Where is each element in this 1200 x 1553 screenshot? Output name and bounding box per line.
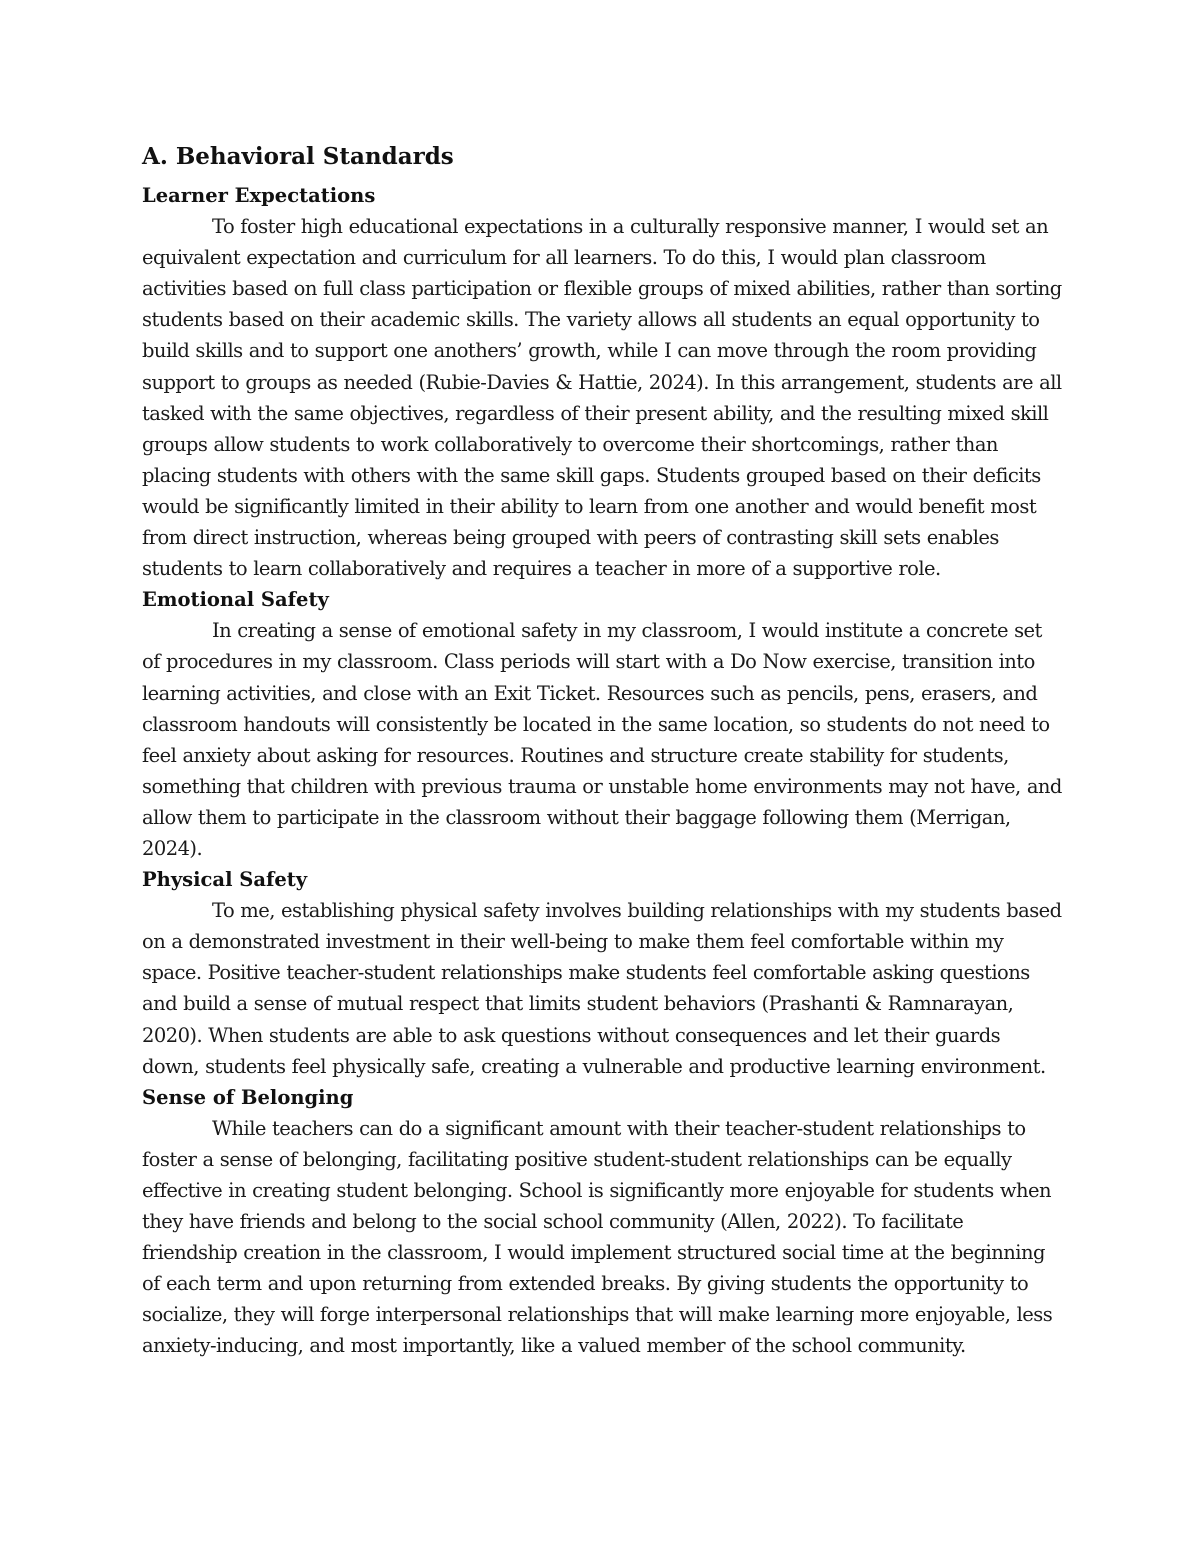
section-paragraph: In creating a sense of emotional safety in my classroom, I would institute a concrete set of procedures in my classroom. Class periods will start with a Do Now exercise, transition into learning activities, and close with an Exit Ticket. Resources such as pencils, pens, erasers, and classroom handouts will consistently be located in the same location, so students do not need to feel anxiety about asking for resources. Routines and structure create stability for students, something that children with previous trauma or unstable home environments may not have, and allow them to participate in the classroom without their baggage following them (Merrigan, 2024). <box>142 619 1062 860</box>
section-emotional-safety <box>142 584 1062 864</box>
section-learner-expectations <box>142 180 1062 584</box>
section-paragraph: To me, establishing physical safety involves building relationships with my students based on a demonstrated investment in their well-being to make them feel comfortable within my space. Positive teacher-student relationships make students feel comfortable asking questions and build a sense of mutual respect that limits student behaviors (Prashanti & Ramnarayan, 2020). When students are able to ask questions without consequences and let their guards down, students feel physically safe, creating a vulnerable and productive learning environment. <box>142 899 1062 1078</box>
document-page <box>142 138 1062 1362</box>
section-heading: Sense of Belonging <box>142 1085 354 1109</box>
section-paragraph: To foster high educational expectations in a culturally responsive manner, I would set an equivalent expectation and curriculum for all learners. To do this, I would plan classroom activities based on full class participation or flexible groups of mixed abilities, rather than sorting students based on their academic skills. The variety allows all students an equal opportunity to build skills and to support one anothers’ growth, while I can move through the room providing support to groups as needed (Rubie-Davies & Hattie, 2024). In this arrangement, students are all tasked with the same objectives, regardless of their present ability, and the resulting mixed skill groups allow students to work collaboratively to overcome their shortcomings, rather than placing students with others with the same skill gaps. Students grouped based on their deficits would be significantly limited in their ability to learn from one another and would benefit most from direct instruction, whereas being grouped with peers of contrasting skill sets enables students to learn collaboratively and requires a teacher in more of a supportive role. <box>142 215 1062 581</box>
section-heading: Physical Safety <box>142 868 308 892</box>
document-title: A. Behavioral Standards <box>142 143 454 170</box>
section-sense-of-belonging <box>142 1082 1062 1362</box>
section-physical-safety <box>142 864 1062 1082</box>
section-paragraph: While teachers can do a significant amount with their teacher-student relationships to foster a sense of belonging, facilitating positive student-student relationships can be equally effective in creating student belonging. School is significantly more enjoyable for students when they have friends and belong to the social school community (Allen, 2022). To facilitate friendship creation in the classroom, I would implement structured social time at the beginning of each term and upon returning from extended breaks. By giving students the opportunity to socialize, they will forge interpersonal relationships that will make learning more enjoyable, less anxiety-inducing, and most importantly, like a valued member of the school community. <box>142 1116 1053 1358</box>
section-heading: Learner Expectations <box>142 184 376 207</box>
section-heading: Emotional Safety <box>142 588 329 612</box>
